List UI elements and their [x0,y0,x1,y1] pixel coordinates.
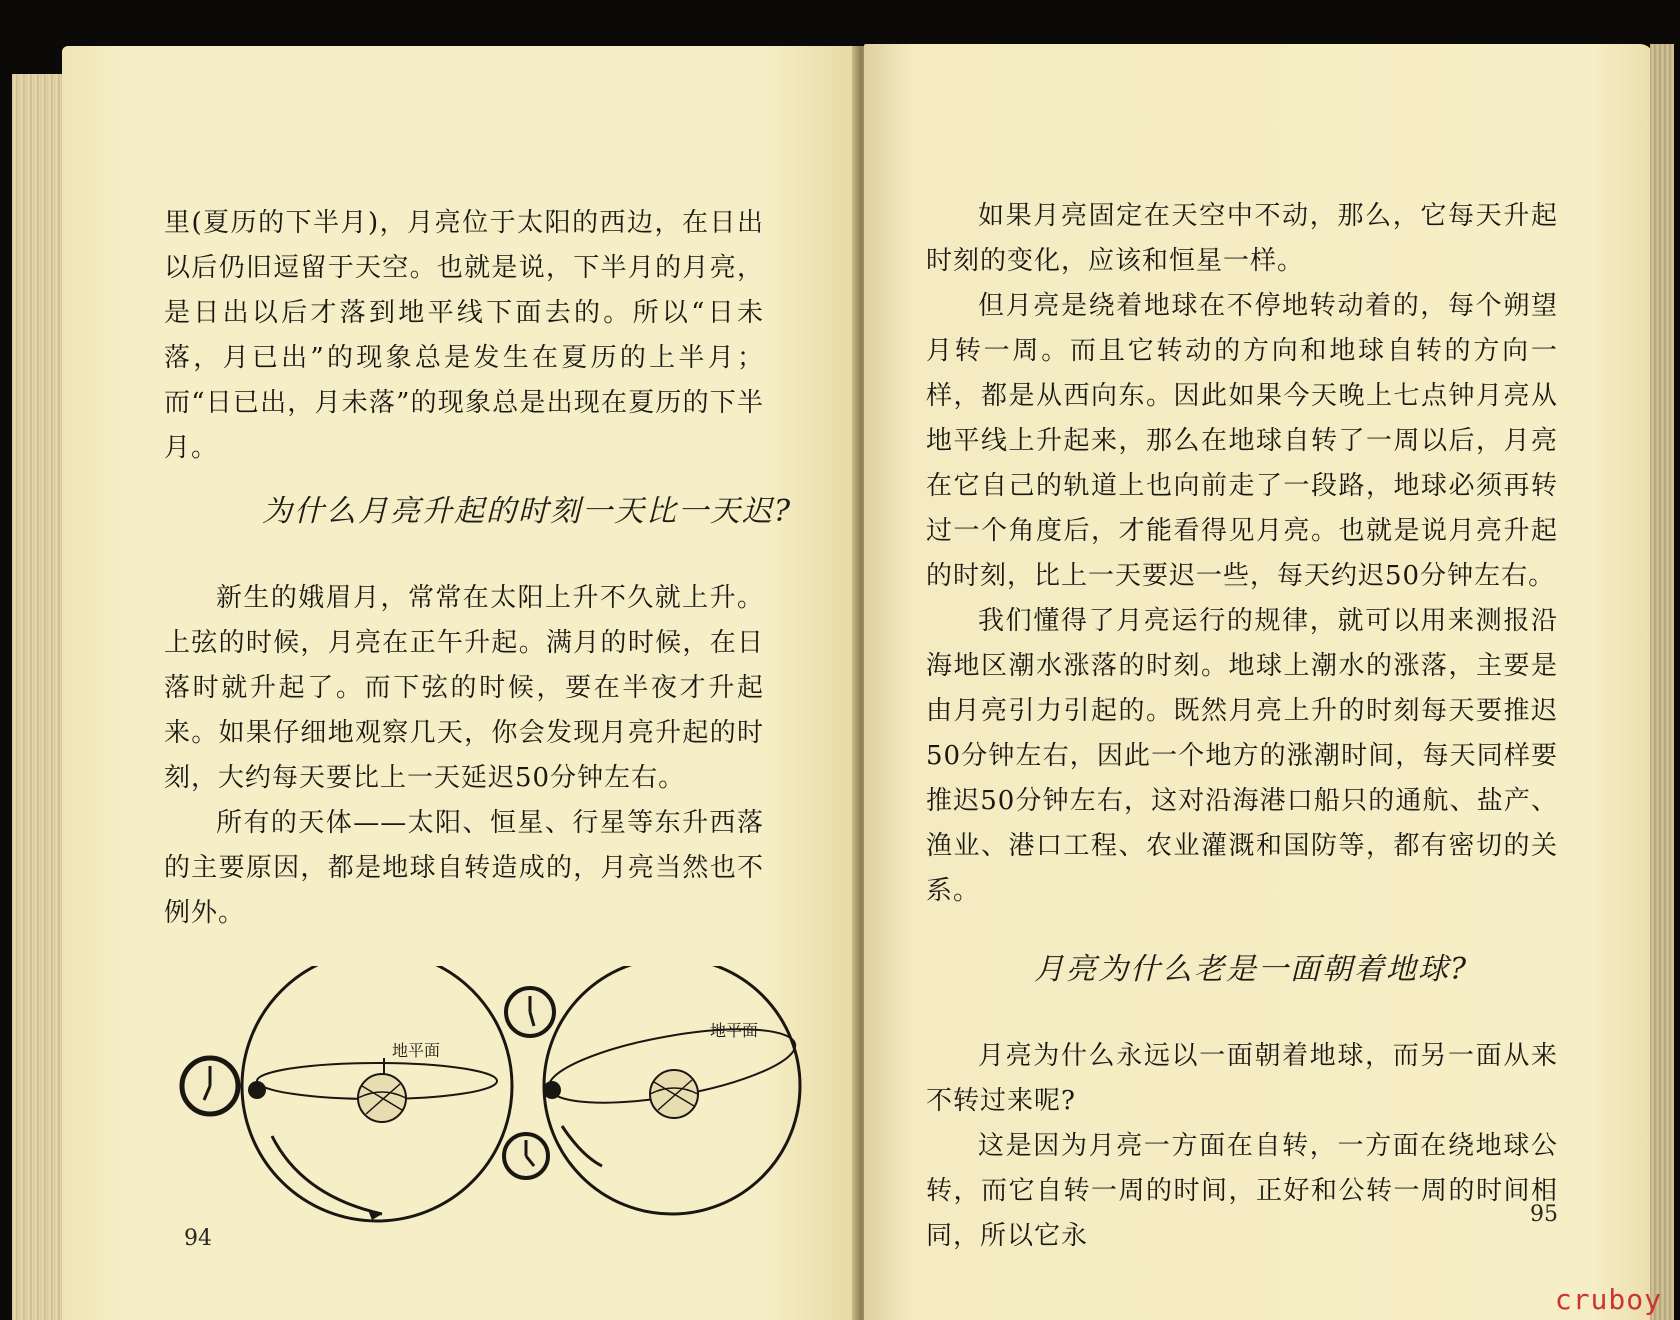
right-heading: 月亮为什么老是一面朝着地球? [1034,952,1469,987]
left-paragraph-2: 新生的娥眉月，常常在太阳上升不久就上升。上弦的时候，月亮在正午升起。满月的时候，在日落时就升起了。而下弦的时候，要在半夜才升起来。如果仔细地观察几天，你会发现月亮升起的时刻，大约每天要比上一天延迟50分钟左右。 [164,583,764,793]
sun-dot-left [248,1081,266,1099]
globe-icon [358,1058,406,1122]
right-body-top [926,194,1558,914]
page-number-left: 94 [184,1226,212,1251]
clock-icon [504,1134,548,1178]
right-paragraph-3: 我们懂得了月亮运行的规律，就可以用来测报沿海地区潮水涨落的时刻。地球上潮水的涨落，主要是由月亮引力引起的。既然月亮上升的时刻每天要推迟50分钟左右，因此一个地方的涨潮时间，每天同样要推迟50分钟左右，这对沿海港口船只的通航、盐产、渔业、港口工程、农业灌溉和国防等，都有密切的关系。 [926,606,1558,906]
page-edges-left [12,74,64,1320]
right-body-bottom [926,1034,1558,1259]
right-paragraph-5: 这是因为月亮一方面在自转，一方面在绕地球公转，而它自转一周的时间，正好和公转一周的时间相同，所以它永 [926,1131,1558,1251]
right-paragraph-2: 但月亮是绕着地球在不停地转动着的，每个朔望月转一周。而且它转动的方向和地球自转的方向一样，都是从西向东。因此如果今天晚上七点钟月亮从地平线上升起来，那么在地球自转了一周以后，月亮在它自己的轨道上也向前走了一段路，地球必须再转过一个角度后，才能看得见月亮。也就是说月亮升起的时刻，比上一天要迟一些，每天约迟50分钟左右。 [926,291,1558,591]
right-paragraph-4: 月亮为什么永远以一面朝着地球，而另一面从来不转过来呢? [926,1041,1558,1116]
right-paragraph-1: 如果月亮固定在天空中不动，那么，它每天升起时刻的变化，应该和恒星一样。 [926,201,1558,276]
clock-icon [506,988,554,1036]
watermark: cruboy [1554,1283,1662,1316]
moon-rise-diagram [162,966,802,1226]
horizon-label-right: 地平面 [710,1021,759,1040]
left-body-top [164,201,764,471]
globe-icon [650,1070,698,1118]
page-number-right: 95 [1530,1202,1558,1227]
clock-icon [182,1058,238,1114]
left-paragraph-3: 所有的天体——太阳、恒星、行星等东升西落的主要原因，都是地球自转造成的，月亮当然也不例外。 [164,808,764,928]
left-page [62,46,858,1320]
left-paragraph-1: 里(夏历的下半月)，月亮位于太阳的西边，在日出以后仍旧逗留于天空。也就是说，下半月的月亮，是日出以后才落到地平线下面去的。所以“日未落，月已出”的现象总是发生在夏历的上半月；而“日已出，月未落”的现象总是出现在夏历的下半月。 [164,208,764,463]
right-page [864,44,1654,1320]
horizon-label-left: 地平面 [392,1041,441,1060]
page-edges-right [1650,44,1674,1320]
rotation-arrow-left [272,1136,382,1214]
left-body-bottom [164,576,764,936]
left-heading: 为什么月亮升起的时刻一天比一天迟? [262,494,793,529]
